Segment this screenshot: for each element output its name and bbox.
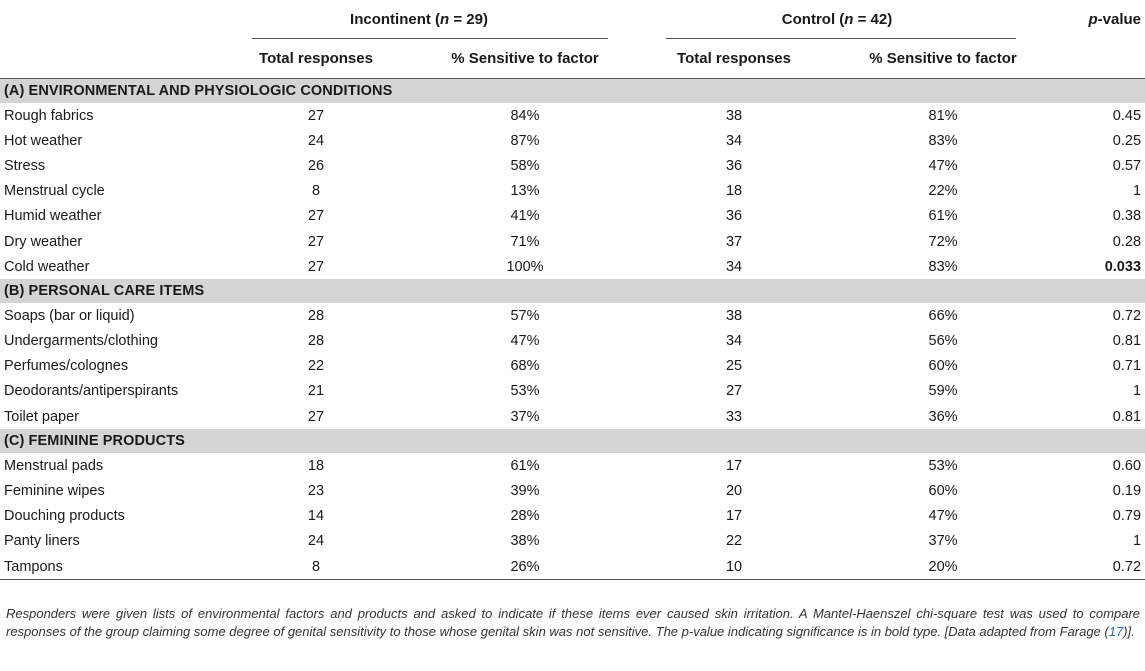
ctl-pct-cell: 60% [928, 358, 958, 375]
ctl-pct-header: % Sensitive to factor [869, 49, 1017, 67]
ctl-total-cell: 18 [725, 183, 743, 200]
pvalue-cell: 1 [1132, 383, 1142, 400]
inc-total-cell: 18 [307, 457, 325, 474]
inc-total-cell: 26 [307, 157, 325, 174]
section-row [0, 279, 1145, 303]
inc-pct-cell: 61% [510, 457, 540, 474]
row-label: Rough fabrics [4, 107, 94, 124]
control-group-rule [666, 38, 1016, 39]
ctl-total-header: Total responses [677, 49, 791, 67]
section-title: (A) ENVIRONMENTAL AND PHYSIOLOGIC CONDITIONS [0, 79, 1145, 104]
inc-total-cell: 14 [307, 508, 325, 525]
table-row [0, 453, 1145, 478]
ctl-total-cell: 17 [725, 457, 743, 474]
ctl-pct-cell: 37% [928, 533, 958, 550]
inc-pct-cell: 37% [510, 408, 540, 425]
table-row [0, 504, 1145, 529]
inc-pct-cell: 28% [510, 508, 540, 525]
table-row [0, 153, 1145, 178]
pvalue-cell: 0.28 [1112, 233, 1142, 250]
pvalue-cell: 0.19 [1112, 483, 1142, 500]
section-title: (B) PERSONAL CARE ITEMS [0, 279, 1145, 303]
table-row [0, 379, 1145, 404]
row-label: Tampons [0, 554, 210, 580]
ctl-pct-cell: 22% [928, 183, 958, 200]
pvalue-cell: 1 [1132, 533, 1142, 550]
ctl-total-cell: 36 [725, 157, 743, 174]
pvalue-cell: 0.57 [1112, 157, 1142, 174]
ctl-pct-cell: 60% [928, 483, 958, 500]
ctl-pct-cell: 53% [928, 457, 958, 474]
inc-pct-cell: 41% [510, 208, 540, 225]
pvalue-cell: 0.033 [1104, 258, 1142, 275]
inc-pct-cell: 57% [510, 307, 540, 324]
ctl-pct-cell: 47% [928, 508, 958, 525]
ctl-total-cell: 34 [725, 333, 743, 350]
inc-total-cell: 8 [311, 183, 321, 200]
inc-total-cell: 27 [307, 107, 325, 124]
row-label: Toilet paper [4, 408, 79, 425]
header-blank [0, 38, 210, 79]
ctl-total-cell: 25 [725, 358, 743, 375]
table-row [0, 329, 1145, 354]
ctl-total-cell: 22 [725, 533, 743, 550]
ctl-total-cell: 36 [725, 208, 743, 225]
inc-pct-header: % Sensitive to factor [451, 49, 599, 67]
row-label: Panty liners [4, 533, 80, 550]
inc-pct-cell: 13% [510, 183, 540, 200]
header-blank [0, 0, 210, 38]
section-row [0, 429, 1145, 453]
table-row [0, 204, 1145, 229]
inc-pct-cell: 100% [506, 258, 544, 275]
ctl-total-cell: 10 [628, 554, 840, 580]
row-label: Menstrual pads [4, 457, 104, 474]
inc-total-cell: 27 [307, 408, 325, 425]
ctl-pct-cell: 61% [928, 208, 958, 225]
ctl-pct-cell: 72% [928, 233, 958, 250]
inc-total-cell: 27 [307, 233, 325, 250]
row-label: Menstrual cycle [4, 183, 105, 200]
ctl-pct-cell: 83% [928, 258, 958, 275]
table-row [0, 554, 1145, 580]
table-row [0, 478, 1145, 503]
table-row [0, 529, 1145, 554]
inc-total-cell: 27 [307, 208, 325, 225]
ctl-total-cell: 37 [725, 233, 743, 250]
table-row [0, 103, 1145, 128]
section-title: (C) FEMININE PRODUCTS [0, 429, 1145, 453]
ctl-pct-cell: 59% [928, 383, 958, 400]
inc-pct-cell: 53% [510, 383, 540, 400]
pvalue-header: p-value [1088, 10, 1142, 28]
inc-pct-cell: 47% [510, 333, 540, 350]
inc-total-cell: 28 [307, 333, 325, 350]
inc-total-cell: 27 [307, 258, 325, 275]
inc-pct-cell: 71% [510, 233, 540, 250]
pvalue-cell: 0.60 [1112, 457, 1142, 474]
ctl-pct-cell: 56% [928, 333, 958, 350]
pvalue-cell: 0.79 [1112, 508, 1142, 525]
inc-total-cell: 24 [307, 132, 325, 149]
ctl-total-cell: 38 [725, 307, 743, 324]
incontinent-group-rule [252, 38, 608, 39]
group-incontinent-header: Incontinent (n = 29) [350, 10, 488, 28]
inc-total-cell: 24 [307, 533, 325, 550]
ctl-pct-cell: 83% [928, 132, 958, 149]
row-label: Feminine wipes [4, 483, 105, 500]
pvalue-cell: 1 [1132, 183, 1142, 200]
ctl-total-cell: 38 [725, 107, 743, 124]
table-row [0, 354, 1145, 379]
table-row [0, 128, 1145, 153]
inc-total-header: Total responses [259, 49, 373, 67]
table-row [0, 404, 1145, 429]
table-footnote: Responders were given lists of environmental factors and products and asked to indicate if these items ever caused skin irritation. A Mantel-Haenszel chi-square test was used to compare responses of the group claiming some degree of genital sensitivity to those whose genital skin was not sensitive. The p-value indicating significance is in bold type. [Data adapted from Farage (17)]. [6, 606, 1140, 639]
table-row [0, 303, 1145, 328]
inc-pct-cell: 84% [510, 107, 540, 124]
row-label: Dry weather [4, 233, 83, 250]
ctl-pct-cell: 66% [928, 307, 958, 324]
ctl-pct-cell: 47% [928, 157, 958, 174]
ctl-pct-cell: 81% [928, 107, 958, 124]
table-body [0, 79, 1145, 580]
inc-pct-cell: 68% [510, 358, 540, 375]
inc-pct-cell: 39% [510, 483, 540, 500]
table-row [0, 229, 1145, 254]
pvalue-cell: 0.72 [1046, 554, 1145, 580]
ctl-total-cell: 33 [725, 408, 743, 425]
inc-total-cell: 23 [307, 483, 325, 500]
table-row [0, 254, 1145, 279]
inc-total-cell: 8 [210, 554, 422, 580]
row-label: Stress [4, 157, 46, 174]
ctl-pct-cell: 20% [840, 554, 1046, 580]
ctl-total-cell: 20 [725, 483, 743, 500]
pvalue-cell: 0.38 [1112, 208, 1142, 225]
section-row [0, 79, 1145, 104]
inc-pct-cell: 38% [510, 533, 540, 550]
inc-pct-cell: 58% [510, 157, 540, 174]
row-label: Hot weather [4, 132, 83, 149]
pvalue-cell: 0.25 [1112, 132, 1142, 149]
row-label: Deodorants/antiperspirants [4, 383, 179, 400]
pvalue-cell: 0.45 [1112, 107, 1142, 124]
ctl-pct-cell: 36% [928, 408, 958, 425]
pvalue-cell: 0.81 [1112, 333, 1142, 350]
row-label: Cold weather [4, 258, 90, 275]
header-blank [1046, 38, 1145, 79]
row-label: Soaps (bar or liquid) [4, 307, 135, 324]
inc-pct-cell: 87% [510, 132, 540, 149]
row-label: Perfumes/colognes [4, 358, 129, 375]
ctl-total-cell: 17 [725, 508, 743, 525]
ctl-total-cell: 27 [725, 383, 743, 400]
row-label: Douching products [4, 508, 125, 525]
pvalue-cell: 0.81 [1112, 408, 1142, 425]
pvalue-cell: 0.72 [1112, 307, 1142, 324]
inc-total-cell: 22 [307, 358, 325, 375]
inc-pct-cell: 26% [422, 554, 628, 580]
row-label: Humid weather [4, 208, 102, 225]
pvalue-cell: 0.71 [1112, 358, 1142, 375]
citation-link[interactable]: 17 [1108, 624, 1124, 639]
inc-total-cell: 28 [307, 307, 325, 324]
group-control-header: Control (n = 42) [781, 10, 893, 28]
inc-total-cell: 21 [307, 383, 325, 400]
row-label: Undergarments/clothing [4, 333, 158, 350]
ctl-total-cell: 34 [725, 258, 743, 275]
table-row [0, 179, 1145, 204]
ctl-total-cell: 34 [725, 132, 743, 149]
